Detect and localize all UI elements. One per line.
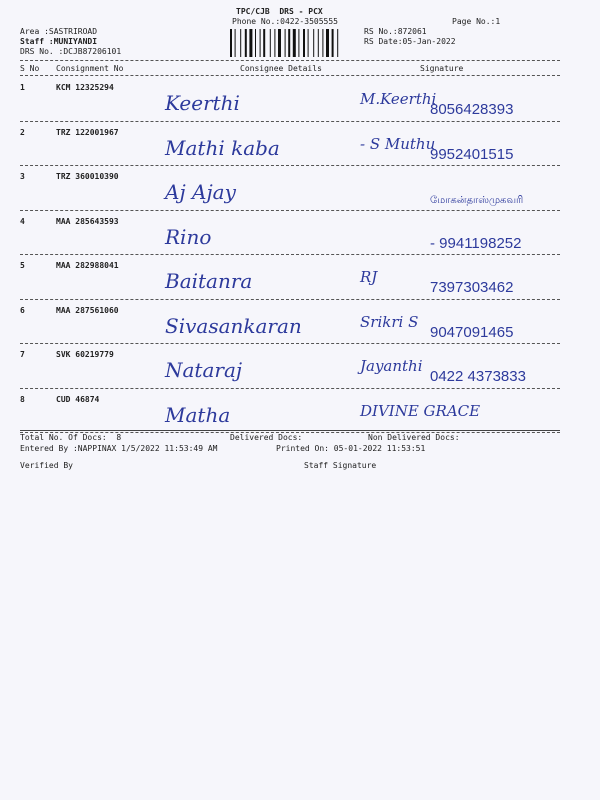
row-divider [20, 299, 560, 300]
barcode-bar [270, 29, 271, 57]
barcode-bar [255, 29, 256, 57]
handwritten-phone-note [430, 230, 560, 260]
row-consignment-number: MAA 287561060 [56, 305, 119, 315]
row-divider [20, 254, 560, 255]
verified-by: Verified By [20, 461, 73, 470]
handwritten-consignee-name [165, 400, 315, 434]
barcode-bar [260, 29, 261, 57]
col-header-signature: Signature [420, 64, 464, 73]
barcode-bar [240, 29, 241, 57]
barcode-bar [274, 29, 275, 57]
row-serial-number: 4 [20, 216, 25, 226]
svg-text:Sivasankaran: Sivasankaran [165, 313, 302, 338]
barcode-bar [249, 29, 252, 57]
total-docs: Total No. Of Docs: 8 [20, 433, 122, 442]
row-serial-number: 3 [20, 172, 25, 181]
row-divider [20, 165, 560, 166]
barcode-bar [293, 29, 296, 57]
barcode-bar [308, 29, 309, 57]
row-consignment-number: SVK 60219779 [56, 350, 114, 359]
handwritten-phone-note [430, 363, 560, 393]
svg-text:Aj Ajay: Aj Ajay [165, 180, 236, 204]
svg-text:- 9941198252: - 9941198252 [430, 234, 522, 252]
handwritten-consignee-name [165, 266, 315, 300]
col-header-sno: S No [20, 64, 40, 73]
row-divider [20, 121, 560, 122]
row-serial-number: 7 [20, 350, 25, 359]
row-consignment-number: CUD 46874 [56, 394, 100, 404]
area-label: Area :SASTRIROAD [20, 27, 98, 36]
handwritten-consignee-name [165, 222, 315, 256]
row-serial-number: 5 [20, 261, 25, 270]
row-divider [20, 210, 560, 211]
barcode-bar [303, 29, 305, 57]
row-serial-number: 2 [20, 127, 25, 137]
row-serial-number: 1 [20, 83, 25, 92]
delivered-docs: Delivered Docs: [230, 433, 303, 442]
svg-text:7397303462: 7397303462 [430, 279, 514, 296]
barcode-bar [326, 29, 329, 57]
svg-text:Nataraj: Nataraj [165, 358, 243, 382]
footer-divider [20, 430, 560, 431]
svg-text:M.Keerthi: M.Keerthi [360, 90, 437, 108]
barcode-bar [278, 29, 281, 57]
handwritten-phone-note [430, 141, 560, 171]
divider [20, 75, 560, 76]
non-delivered-docs: Non Delivered Docs: [368, 433, 460, 442]
row-divider [20, 343, 560, 344]
row-consignment-number: MAA 285643593 [56, 216, 119, 226]
svg-text:Mathi kaba: Mathi kaba [165, 135, 280, 160]
rs-number: RS No.:872061 [364, 27, 427, 36]
barcode [230, 29, 360, 57]
svg-text:8056428393: 8056428393 [430, 101, 514, 118]
barcode-bar [245, 29, 247, 57]
row-consignment-number: KCM 12325294 [56, 83, 114, 92]
svg-text:Keerthi: Keerthi [165, 91, 240, 115]
barcode-bar [332, 29, 334, 57]
handwritten-consignee-name [165, 355, 315, 389]
col-header-consignee: Consignee Details [240, 64, 322, 73]
barcode-bar [235, 29, 236, 57]
row-consignment-number: TRZ 122001967 [56, 127, 119, 137]
barcode-bar [322, 29, 323, 57]
entered-by: Entered By :NAPPINAX 1/5/2022 11:53:49 AM [20, 444, 218, 453]
printed-on: Printed On: 05-01-2022 11:53:51 [276, 444, 426, 453]
staff-label: Staff :MUNIYANDI [20, 37, 98, 46]
rs-date: RS Date:05-Jan-2022 [364, 37, 456, 46]
row-consignment-number: MAA 282988041 [56, 261, 119, 270]
svg-text:மோகன்தாஸ்முகவரி: மோகன்தாஸ்முகவரி [430, 195, 524, 206]
handwritten-phone-note [430, 185, 560, 215]
barcode-bar [313, 29, 314, 57]
handwritten-consignee-name [165, 177, 315, 211]
phone-number: Phone No.:0422-3505555 [232, 17, 338, 26]
handwritten-phone-note [430, 96, 560, 126]
svg-text:9047091465: 9047091465 [430, 323, 514, 341]
drs-number: DRS No. :DCJB87206101 [20, 47, 122, 56]
col-header-consignment: Consignment No [56, 64, 124, 73]
handwritten-phone-note [430, 319, 560, 349]
barcode-bar [230, 29, 232, 57]
svg-text:DIVINE GRACE: DIVINE GRACE [360, 401, 481, 420]
row-serial-number: 6 [20, 305, 25, 315]
staff-signature: Staff Signature [304, 461, 377, 470]
svg-text:- S Muthu: - S Muthu [360, 134, 436, 153]
handwritten-consignee-name [165, 88, 315, 122]
divider [20, 60, 560, 61]
svg-text:0422 4373833: 0422 4373833 [430, 368, 526, 385]
document-title: TPC/CJB DRS - PCX [236, 7, 323, 16]
handwritten-phone-note [430, 274, 560, 304]
handwritten-consignee-name [165, 311, 315, 345]
svg-text:Jayanthi: Jayanthi [360, 357, 423, 375]
svg-text:9952401515: 9952401515 [430, 145, 514, 163]
svg-text:RJ: RJ [360, 268, 378, 286]
svg-text:Matha: Matha [165, 402, 231, 427]
barcode-bar [288, 29, 290, 57]
barcode-bar [298, 29, 299, 57]
row-serial-number: 8 [20, 394, 25, 404]
svg-text:Baitanra: Baitanra [165, 269, 253, 293]
handwritten-consignee-name [165, 133, 315, 167]
page-number: Page No.:1 [452, 17, 501, 26]
svg-text:Rino: Rino [165, 224, 212, 249]
barcode-bar [285, 29, 286, 57]
barcode-bar [337, 29, 338, 57]
svg-text:Srikri S: Srikri S [360, 312, 419, 331]
barcode-bar [318, 29, 319, 57]
barcode-bar [263, 29, 265, 57]
row-consignment-number: TRZ 360010390 [56, 172, 119, 181]
row-divider [20, 388, 560, 389]
